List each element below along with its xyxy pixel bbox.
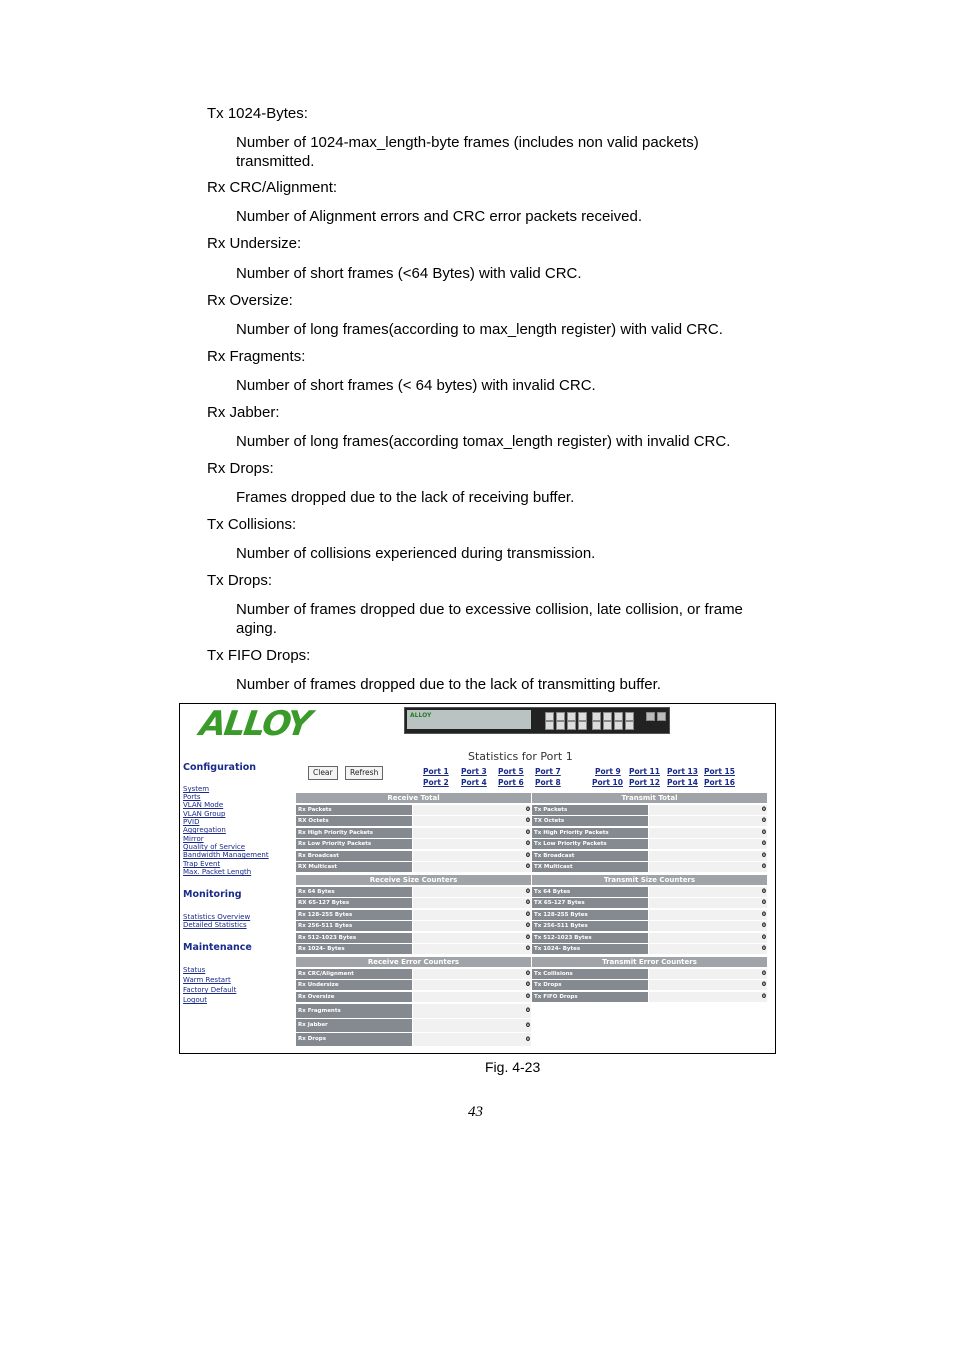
definition-term: Tx 1024-Bytes:	[207, 105, 308, 122]
stat-label: Tx Collisions	[532, 969, 648, 979]
nav-link-trap-event[interactable]: Trap Event	[183, 860, 221, 868]
definition-desc: Number of frames dropped due to excessive collision, late collision, or frame aging.	[236, 601, 743, 637]
stat-row	[296, 969, 531, 979]
port-link-15[interactable]: Port 15	[704, 767, 735, 776]
stat-row	[532, 816, 767, 826]
stat-value: 0	[413, 1019, 531, 1032]
port-link-4[interactable]: Port 4	[461, 778, 487, 787]
receive-size-heading: Receive Size Counters	[296, 875, 531, 885]
nav-link-bandwidth[interactable]: Bandwidth Management	[183, 851, 269, 859]
stat-value: 0	[649, 816, 767, 826]
nav-link-qos[interactable]: Quality of Service	[183, 843, 246, 851]
stat-row	[532, 887, 767, 897]
alloy-logo: ALLOY	[197, 704, 313, 744]
port-link-9[interactable]: Port 9	[595, 767, 621, 776]
nav-link-system[interactable]: System	[183, 785, 210, 793]
stat-label: RX Multicast	[296, 862, 412, 872]
stat-value: 0	[413, 992, 531, 1002]
stat-value: 0	[413, 851, 531, 861]
definition-term: Tx FIFO Drops:	[207, 647, 311, 664]
nav-link-logout[interactable]: Logout	[183, 996, 207, 1004]
stat-value: 0	[413, 898, 531, 908]
definition-term: Rx Jabber:	[207, 404, 280, 421]
definition-desc: Number of long frames(according tomax_length register) with invalid CRC.	[236, 433, 731, 450]
definition-term: Tx Collisions:	[207, 516, 297, 533]
nav-link-status[interactable]: Status	[183, 966, 206, 974]
stat-row	[532, 898, 767, 908]
figure-caption: Fig. 4-23	[485, 1059, 541, 1075]
receive-total-heading: Receive Total	[296, 793, 531, 803]
stat-label: Tx Low Priority Packets	[532, 839, 648, 849]
stat-value: 0	[413, 828, 531, 838]
refresh-button[interactable]: Refresh	[345, 766, 383, 780]
stat-row	[532, 851, 767, 861]
definition-desc: Number of frames dropped due to the lack of transmitting buffer.	[236, 676, 661, 693]
stat-value: 0	[649, 992, 767, 1002]
stat-label: Tx Broadcast	[532, 851, 648, 861]
stat-label: Tx 1024- Bytes	[532, 944, 648, 954]
stat-row	[296, 828, 531, 838]
stat-label: Rx 512-1023 Bytes	[296, 933, 412, 943]
stat-label: Rx Broadcast	[296, 851, 412, 861]
nav-link-ports[interactable]: Ports	[183, 793, 201, 801]
definition-term: Rx Undersize:	[207, 235, 302, 252]
stat-label: Tx Drops	[532, 980, 648, 990]
stat-label: Tx 128-255 Bytes	[532, 910, 648, 920]
stat-row	[532, 980, 767, 990]
stat-row	[296, 839, 531, 849]
stat-value: 0	[413, 933, 531, 943]
nav-link-max-packet-length[interactable]: Max. Packet Length	[183, 868, 252, 876]
monitoring-heading: Monitoring	[183, 889, 242, 900]
stat-value: 0	[413, 862, 531, 872]
stat-row	[296, 992, 531, 1002]
stat-row	[296, 921, 531, 931]
stat-row	[296, 816, 531, 826]
port-link-5[interactable]: Port 5	[498, 767, 524, 776]
stat-row	[296, 898, 531, 908]
stat-label: Rx Packets	[296, 805, 412, 815]
stat-label: Rx Jabber	[296, 1019, 412, 1032]
nav-link-mirror[interactable]: Mirror	[183, 835, 204, 843]
stat-value: 0	[649, 910, 767, 920]
port-link-14[interactable]: Port 14	[667, 778, 698, 787]
stat-row	[296, 944, 531, 954]
port-link-10[interactable]: Port 10	[592, 778, 623, 787]
stat-row	[296, 1019, 531, 1032]
stat-label: TX Octets	[532, 816, 648, 826]
port-link-11[interactable]: Port 11	[629, 767, 660, 776]
stat-label: Rx 256-511 Bytes	[296, 921, 412, 931]
nav-link-factory-default[interactable]: Factory Default	[183, 986, 237, 994]
stat-value: 0	[649, 921, 767, 931]
configuration-heading: Configuration	[183, 762, 257, 773]
stat-label: Tx Packets	[532, 805, 648, 815]
definition-term: Rx Fragments:	[207, 348, 306, 365]
definition-term: Rx Drops:	[207, 460, 274, 477]
definition-desc: Number of Alignment errors and CRC error packets received.	[236, 208, 642, 225]
port-link-7[interactable]: Port 7	[535, 767, 561, 776]
definition-desc: Number of collisions experienced during transmission.	[236, 545, 596, 562]
stat-value: 0	[649, 969, 767, 979]
stat-value: 0	[413, 816, 531, 826]
stat-label: RX 65-127 Bytes	[296, 898, 412, 908]
stat-label: Rx 64 Bytes	[296, 887, 412, 897]
stat-label: Tx High Priority Packets	[532, 828, 648, 838]
stat-value: 0	[413, 805, 531, 815]
nav-link-pvid[interactable]: PVID	[183, 818, 200, 826]
stat-value: 0	[649, 851, 767, 861]
stat-value: 0	[413, 969, 531, 979]
stat-row	[532, 921, 767, 931]
port-link-8[interactable]: Port 8	[535, 778, 561, 787]
stat-value: 0	[413, 944, 531, 954]
stat-label: Rx Fragments	[296, 1004, 412, 1018]
definition-desc: Frames dropped due to the lack of receiving buffer.	[236, 489, 575, 506]
stat-value: 0	[649, 805, 767, 815]
stat-value: 0	[413, 910, 531, 920]
clear-button[interactable]: Clear	[308, 766, 338, 780]
stat-label: Rx Oversize	[296, 992, 412, 1002]
port-link-3[interactable]: Port 3	[461, 767, 487, 776]
port-link-2[interactable]: Port 2	[423, 778, 449, 787]
switch-front-panel-image: ALLOY	[404, 707, 670, 734]
stat-value: 0	[413, 1004, 531, 1018]
stat-label: Rx 128-255 Bytes	[296, 910, 412, 920]
stat-row	[296, 862, 531, 872]
stat-row	[296, 805, 531, 815]
stat-value: 0	[649, 828, 767, 838]
transmit-total-heading: Transmit Total	[532, 793, 767, 803]
nav-link-warm-restart[interactable]: Warm Restart	[183, 976, 231, 984]
port-link-13[interactable]: Port 13	[667, 767, 698, 776]
stat-value: 0	[649, 980, 767, 990]
stat-value: 0	[649, 839, 767, 849]
stat-label: Rx Drops	[296, 1033, 412, 1046]
stat-row	[296, 980, 531, 990]
nav-link-statistics-overview[interactable]: Statistics Overview	[183, 913, 251, 921]
stat-value: 0	[413, 839, 531, 849]
port-link-1[interactable]: Port 1	[423, 767, 449, 776]
stat-label: Tx 256-511 Bytes	[532, 921, 648, 931]
stat-row	[532, 910, 767, 920]
stat-row	[296, 933, 531, 943]
stat-value: 0	[413, 1033, 531, 1046]
stat-row	[532, 828, 767, 838]
stat-value: 0	[649, 887, 767, 897]
nav-link-detailed-statistics[interactable]: Detailed Statistics	[183, 921, 247, 929]
port-link-12[interactable]: Port 12	[629, 778, 660, 787]
maintenance-heading: Maintenance	[183, 942, 252, 953]
nav-link-vlan-mode[interactable]: VLAN Mode	[183, 801, 224, 809]
definition-desc: Number of long frames(according to max_length register) with valid CRC.	[236, 321, 723, 338]
stat-label: Rx CRC/Alignment	[296, 969, 412, 979]
stat-row	[296, 1004, 531, 1018]
stat-value: 0	[413, 921, 531, 931]
stat-row	[532, 862, 767, 872]
stat-row	[532, 944, 767, 954]
stat-label: TX Multicast	[532, 862, 648, 872]
stat-label: TX 65-127 Bytes	[532, 898, 648, 908]
stat-row	[532, 992, 767, 1002]
stat-row	[532, 933, 767, 943]
stat-value: 0	[413, 887, 531, 897]
stat-value: 0	[649, 944, 767, 954]
stat-value: 0	[413, 980, 531, 990]
stat-label: Tx FIFO Drops	[532, 992, 648, 1002]
receive-error-heading: Receive Error Counters	[296, 957, 531, 967]
transmit-size-heading: Transmit Size Counters	[532, 875, 767, 885]
stat-value: 0	[649, 898, 767, 908]
definition-term: Rx Oversize:	[207, 292, 293, 309]
port-link-16[interactable]: Port 16	[704, 778, 735, 787]
transmit-error-heading: Transmit Error Counters	[532, 957, 767, 967]
stat-row	[296, 1033, 531, 1046]
stat-label: Rx Low Priority Packets	[296, 839, 412, 849]
statistics-figure	[179, 703, 776, 1054]
stat-row	[296, 851, 531, 861]
page-number: 43	[468, 1104, 483, 1120]
definition-term: Tx Drops:	[207, 572, 273, 589]
definition-desc: Number of short frames (< 64 bytes) with invalid CRC.	[236, 377, 596, 394]
nav-link-vlan-group[interactable]: VLAN Group	[183, 810, 226, 818]
stat-label: RX Octets	[296, 816, 412, 826]
stat-row	[532, 805, 767, 815]
stat-label: Rx 1024- Bytes	[296, 944, 412, 954]
stat-row	[296, 910, 531, 920]
stat-row	[532, 839, 767, 849]
definition-desc: Number of 1024-max_length-byte frames (includes non valid packets) transmitted.	[236, 134, 699, 170]
stat-label: Rx High Priority Packets	[296, 828, 412, 838]
stat-row	[296, 887, 531, 897]
stat-row	[532, 969, 767, 979]
stat-label: Tx 64 Bytes	[532, 887, 648, 897]
definition-term: Rx CRC/Alignment:	[207, 179, 338, 196]
nav-link-aggregation[interactable]: Aggregation	[183, 826, 226, 834]
definition-desc: Number of short frames (<64 Bytes) with valid CRC.	[236, 265, 582, 282]
stat-label: Tx 512-1023 Bytes	[532, 933, 648, 943]
port-link-6[interactable]: Port 6	[498, 778, 524, 787]
stat-value: 0	[649, 862, 767, 872]
stat-value: 0	[649, 933, 767, 943]
stat-label: Rx Undersize	[296, 980, 412, 990]
statistics-title: Statistics for Port 1	[468, 750, 573, 763]
